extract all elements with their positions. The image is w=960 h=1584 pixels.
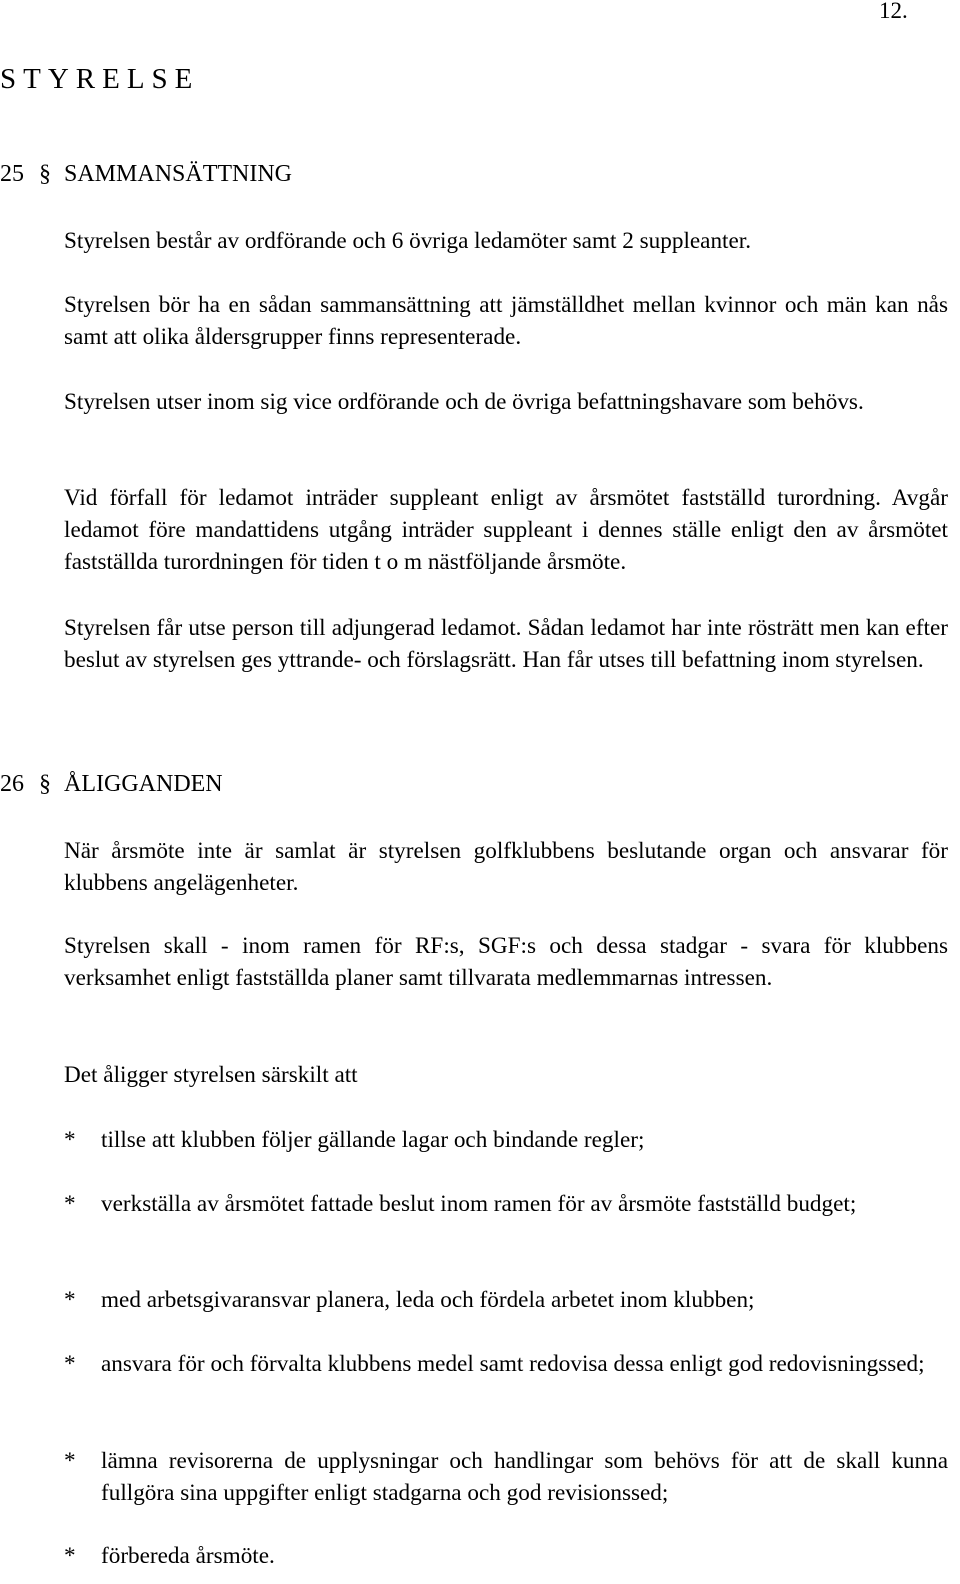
bullet-marker: * (64, 1543, 76, 1569)
paragraph: Vid förfall för ledamot inträder suppleant enligt av årsmötet fastställd turordning. Avgår ledamot före mandattidens utgång inträder suppleant i dennes ställe enligt den av årsmötet fastställda turordningen för tiden t o m nästföljande årsmöte. (64, 485, 948, 575)
list-item-text: förbereda årsmöte. (101, 1543, 275, 1569)
bullet-marker: * (64, 1287, 76, 1313)
section-title: SAMMANSÄTTNING (64, 161, 293, 187)
paragraph: Styrelsen skall - inom ramen för RF:s, SGF:s och dessa stadgar - svara för klubbens verksamhet enligt fastställda planer samt tillvarata medlemmarnas intressen. (64, 933, 948, 991)
bullet-marker: * (64, 1448, 76, 1474)
paragraph: Styrelsen bör ha en sådan sammansättning att jämställdhet mellan kvinnor och män kan nås samt att olika åldersgrupper finns representerade. (64, 292, 948, 350)
paragraph: Det åligger styrelsen särskilt att (64, 1062, 358, 1088)
paragraph-symbol: § (39, 161, 51, 187)
paragraph: Styrelsen får utse person till adjungerad ledamot. Sådan ledamot har inte rösträtt men kan efter beslut av styrelsen ges yttrande- och förslagsrätt. Han får utses till befattning inom styrelsen. (64, 615, 948, 673)
paragraph: Styrelsen utser inom sig vice ordförande och de övriga befattningshavare som behövs. (64, 389, 864, 415)
list-item (64, 1284, 948, 1316)
list-item-text: tillse att klubben följer gällande lagar och bindande regler; (101, 1127, 645, 1153)
list-item (64, 1188, 948, 1220)
section-heading-26 (0, 768, 223, 800)
section-number: 25 (0, 161, 24, 187)
section-heading-25 (0, 158, 292, 190)
list-item (64, 1348, 948, 1380)
list-item-text: verkställa av årsmötet fattade beslut inom ramen för av årsmöte fastställd budget; (101, 1191, 857, 1217)
list-item-text: ansvara för och förvalta klubbens medel samt redovisa dessa enligt god redovisningssed; (101, 1351, 925, 1377)
list-item-text: lämna revisorerna de upplysningar och handlingar som behövs för att de skall kunna fullgöra sina uppgifter enligt stadgarna och god revisionssed; (101, 1448, 948, 1506)
paragraph: Styrelsen består av ordförande och 6 övriga ledamöter samt 2 suppleanter. (64, 228, 752, 254)
list-item (64, 1124, 948, 1156)
bullet-marker: * (64, 1351, 76, 1377)
bullet-marker: * (64, 1191, 76, 1217)
paragraph: När årsmöte inte är samlat är styrelsen golfklubbens beslutande organ och ansvarar för klubbens angelägenheter. (64, 838, 948, 896)
bullet-marker: * (64, 1127, 76, 1153)
section-title: ÅLIGGANDEN (64, 771, 223, 797)
section-number: 26 (0, 771, 24, 797)
page-number: 12. (879, 0, 908, 23)
list-item-text: med arbetsgivaransvar planera, leda och fördela arbetet inom klubben; (101, 1287, 755, 1313)
list-item (64, 1445, 948, 1509)
paragraph-symbol: § (39, 771, 51, 797)
list-item (64, 1540, 948, 1572)
chapter-title: STYRELSE (0, 63, 200, 95)
